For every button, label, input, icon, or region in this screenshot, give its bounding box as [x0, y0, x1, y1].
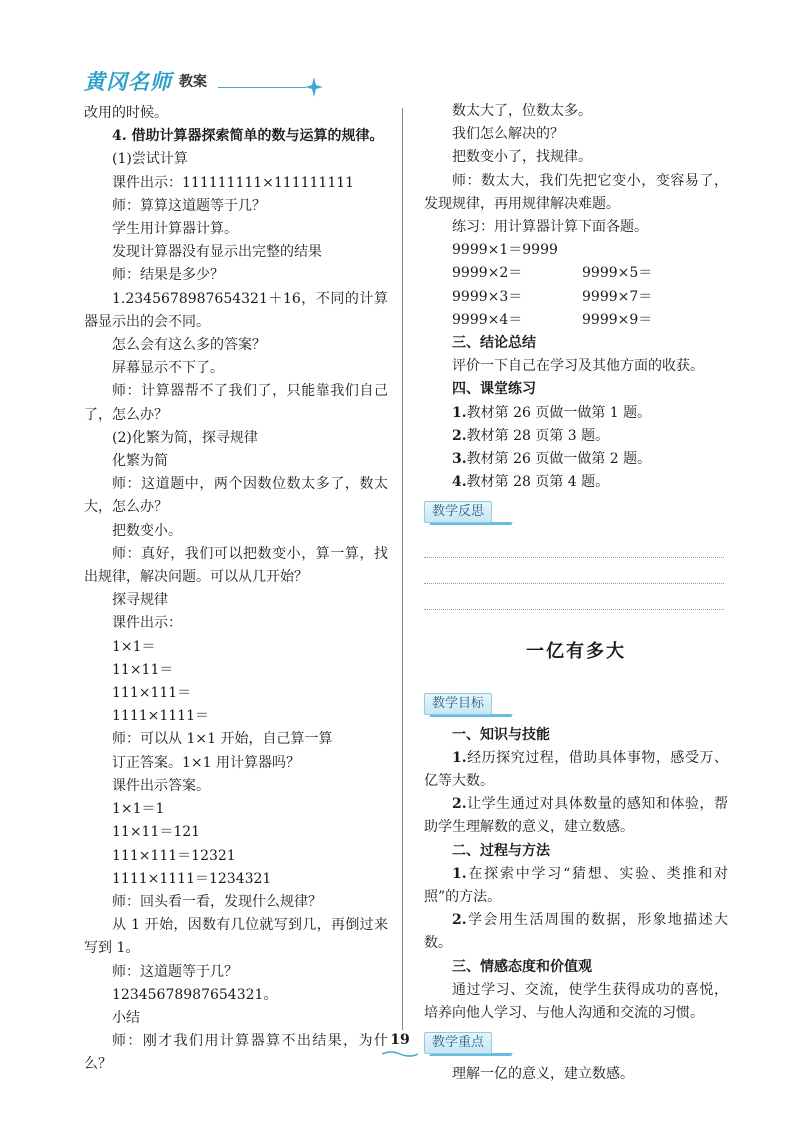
wave-ornament-icon: [382, 1050, 418, 1058]
paragraph-heading: 4. 借助计算器探索简单的数与运算的规律。: [112, 128, 384, 145]
paragraph: 通过学习、交流，使学生获得成功的喜悦，培养向他人学习、与他人沟通和交流的习惯。: [424, 981, 728, 1022]
writing-line: [424, 557, 724, 558]
tag-label: 教学重点: [424, 1032, 492, 1054]
section-heading: 一、知识与技能: [452, 726, 550, 743]
brand-logo-text: 黄冈名师: [84, 70, 172, 94]
tag-label: 教学反思: [424, 501, 492, 523]
paragraph: 课件出示：111111111×111111111: [112, 174, 355, 191]
equation-line: 9999×1＝9999: [452, 242, 558, 259]
sparkle-icon: [305, 77, 323, 97]
list-item: 2.学会用生活周围的数据，形象地描述大数。: [424, 912, 728, 952]
equation-line: 1×1＝1: [112, 801, 165, 818]
paragraph: 小结: [112, 1009, 140, 1026]
exercise-item: 9999×7＝: [582, 288, 653, 305]
exercise-row: [424, 286, 728, 309]
exercise-item: 9999×5＝: [582, 265, 653, 282]
paragraph: 师：回头看一看，发现什么规律？: [112, 893, 322, 910]
header-subtitle: 教案: [179, 74, 207, 90]
paragraph: 订正答案。1×1 用计算器吗？: [112, 754, 300, 771]
section-heading: 三、情感态度和价值观: [452, 958, 592, 975]
equation-line: 11×11＝121: [112, 824, 201, 841]
equation-line: 11×11＝: [112, 661, 174, 678]
paragraph: 师：刚才我们用计算器算不出结果，为什么？: [84, 1033, 388, 1073]
paragraph: 师：结果是多少？: [112, 267, 224, 284]
equation-line: 1111×1111＝: [112, 708, 209, 725]
list-item: 4.教材第 28 页第 4 题。: [452, 474, 610, 491]
exercise-item: 9999×2＝: [452, 265, 523, 282]
section-heading: 三、结论总结: [452, 335, 536, 352]
paragraph: (2)化繁为简，探寻规律: [112, 429, 258, 446]
paragraph: 师：这道题等于几？: [112, 963, 238, 980]
column-divider: [402, 108, 403, 1030]
header-rule: [218, 87, 306, 88]
paragraph: 化繁为简: [112, 453, 168, 470]
paragraph: 我们怎么解决的？: [452, 126, 564, 143]
list-item: 2.教材第 28 页第 3 题。: [452, 427, 610, 444]
exercise-row: [424, 309, 728, 332]
equation-line: 1×1＝: [112, 638, 156, 655]
paragraph: 评价一下自己在学习及其他方面的收获。: [452, 358, 704, 375]
paragraph: 把数变小了，找规律。: [452, 149, 592, 166]
paragraph: 师：真好，我们可以把数变小，算一算，找出规律，解决问题。可以从几开始？: [84, 545, 388, 586]
paragraph: 师：计算器帮不了我们了，只能靠我们自己了，怎么办？: [84, 383, 388, 423]
paragraph: 课件出示：: [112, 615, 182, 632]
key-points-tag: [424, 1031, 492, 1057]
writing-line: [424, 609, 724, 610]
paragraph: 把数变小。: [112, 522, 182, 539]
paragraph: 1.2345678987654321＋16，不同的计算器显示出的会不同。: [84, 290, 388, 330]
paragraph: 发现计算器没有显示出完整的结果: [112, 244, 322, 261]
paragraph: 师：这道题中，两个因数位数太多了，数太大，怎么办？: [84, 476, 388, 516]
writing-line: [424, 583, 724, 584]
exercise-item: 9999×3＝: [452, 288, 523, 305]
page-header: [84, 62, 344, 98]
reflection-tag: [424, 500, 492, 526]
left-column: [84, 102, 388, 1077]
paragraph: 12345678987654321。: [112, 986, 278, 1003]
exercise-item: 9999×4＝: [452, 311, 523, 328]
equation-line: 111×111＝: [112, 685, 192, 702]
list-item: 2.让学生通过对具体数量的感知和体验，帮助学生理解数的意义，建立数感。: [424, 796, 728, 836]
paragraph: 师：可以从 1×1 开始，自己算一算: [112, 731, 333, 748]
paragraph: 探寻规律: [112, 592, 168, 609]
list-item: 1.教材第 26 页做一做第 1 题。: [452, 404, 652, 421]
paragraph: 从 1 开始，因数有几位就写到几，再倒过来写到 1。: [84, 917, 388, 957]
section-heading: 四、课堂练习: [452, 381, 536, 398]
right-column: [424, 100, 728, 1087]
list-item: 1.经历探究过程，借助具体事物，感受万、亿等大数。: [424, 749, 728, 790]
paragraph: 课件出示答案。: [112, 777, 210, 794]
paragraph: 怎么会有这么多的答案？: [112, 337, 266, 354]
exercise-row: [424, 262, 728, 285]
paragraph: 数太大了，位数太多。: [452, 103, 592, 119]
list-item: 3.教材第 26 页做一做第 2 题。: [452, 451, 652, 468]
paragraph: 理解一亿的意义，建立数感。: [452, 1066, 634, 1083]
goals-tag: [424, 692, 492, 718]
equation-line: 111×111＝12321: [112, 847, 236, 864]
paragraph: 师：算算这道题等于几？: [112, 197, 266, 214]
paragraph: 练习：用计算器计算下面各题。: [452, 219, 648, 236]
equation-line: 1111×1111＝1234321: [112, 870, 272, 887]
paragraph: 师：数太大，我们先把它变小，变容易了，发现规律，再用规律解决难题。: [424, 172, 728, 212]
exercise-item: 9999×9＝: [582, 311, 653, 328]
section-heading: 二、过程与方法: [452, 842, 550, 859]
lesson-title: 一亿有多大: [526, 641, 626, 663]
paragraph: (1)尝试计算: [112, 151, 188, 168]
paragraph: 学生用计算器计算。: [112, 221, 238, 238]
tag-label: 教学目标: [424, 693, 492, 715]
paragraph: 改用的时候。: [84, 105, 168, 121]
list-item: 1.在探索中学习“猜想、实验、类推和对照”的方法。: [424, 865, 728, 906]
page-number: 19: [390, 1032, 410, 1048]
paragraph: 屏幕显示不下了。: [112, 360, 224, 377]
